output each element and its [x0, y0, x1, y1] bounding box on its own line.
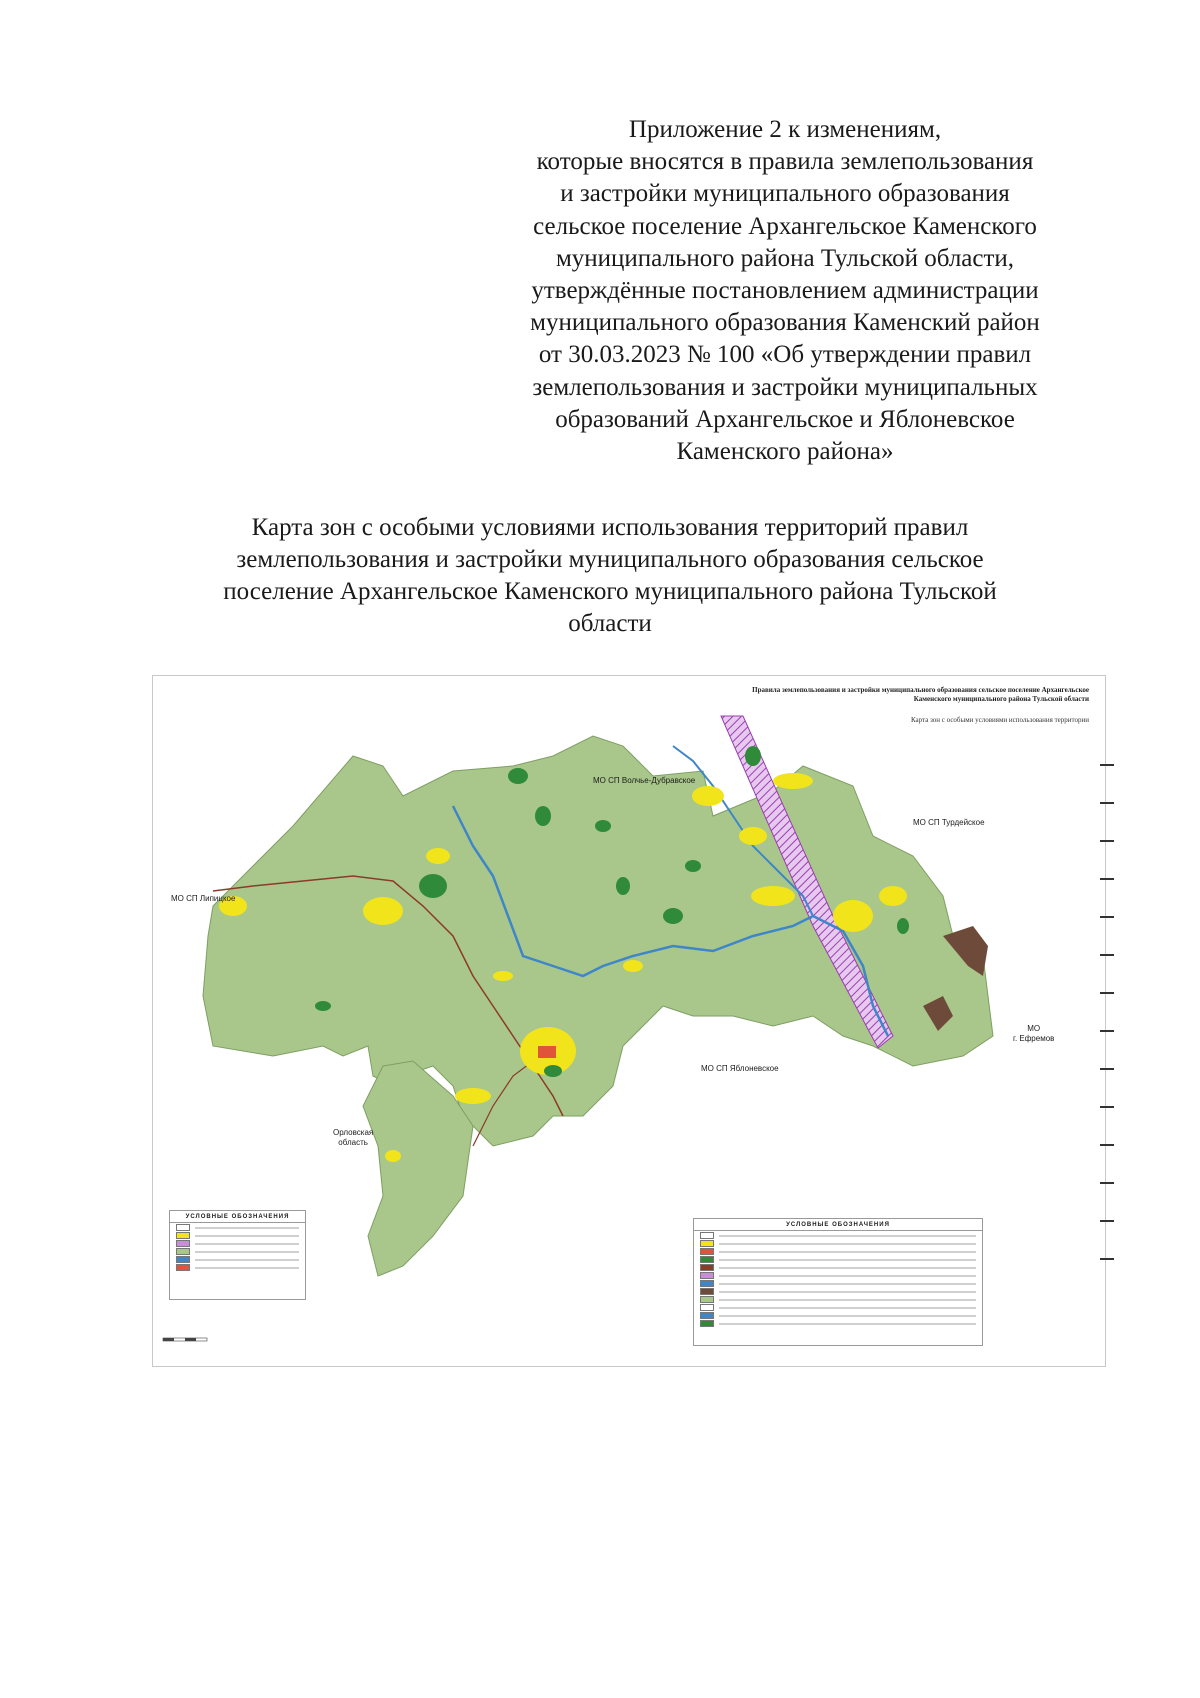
- margin-tick: [1100, 1182, 1114, 1184]
- margin-tick: [1100, 840, 1114, 842]
- forest: [544, 1065, 562, 1077]
- header-line: Каменского района»: [676, 438, 894, 466]
- legend-row: [700, 1288, 976, 1295]
- forest: [745, 746, 761, 766]
- forest: [535, 806, 551, 826]
- margin-tick: [1100, 1144, 1114, 1146]
- label-orlovskaya-line: область: [338, 1138, 368, 1147]
- margin-tick: [1100, 1220, 1114, 1222]
- settlement: [385, 1150, 401, 1162]
- legend-row: [176, 1224, 299, 1231]
- label-efremov-line: г. Ефремов: [1013, 1034, 1055, 1043]
- label-efremov-line: МО: [1027, 1024, 1041, 1033]
- scale-bar: [161, 1330, 211, 1350]
- legend-row: [700, 1304, 976, 1311]
- margin-tick: [1100, 992, 1114, 994]
- zone-map: [152, 675, 1106, 1367]
- settlement: [426, 848, 450, 864]
- margin-tick: [1100, 878, 1114, 880]
- settlement: [739, 827, 767, 845]
- margin-tick: [1100, 802, 1114, 804]
- label-turdeyskoe: МО СП Турдейское: [913, 818, 985, 827]
- header-line: муниципального образования Каменский район: [530, 309, 1040, 337]
- legend-left: [169, 1210, 306, 1300]
- settlement: [623, 960, 643, 972]
- header-line: утверждённые постановлением администрации: [531, 277, 1039, 305]
- forest: [508, 768, 528, 784]
- label-orlovskaya: [333, 1128, 373, 1148]
- legend-row: [176, 1240, 299, 1247]
- label-yablonevskoe: МО СП Яблоневское: [701, 1064, 779, 1073]
- legend-row: [700, 1264, 976, 1271]
- legend-row: [176, 1248, 299, 1255]
- legend-left-heading: УСЛОВНЫЕ ОБОЗНАЧЕНИЯ: [170, 1211, 305, 1223]
- label-orlovskaya-line: Орловская: [333, 1128, 374, 1137]
- settlement: [455, 1088, 491, 1104]
- margin-tick: [1100, 764, 1114, 766]
- settlement: [879, 886, 907, 906]
- margin-tick: [1100, 1258, 1114, 1260]
- title-line: поселение Архангельское Каменского муниципального района Тульской: [223, 578, 997, 605]
- forest: [595, 820, 611, 832]
- legend-row: [700, 1320, 976, 1327]
- margin-tick: [1100, 954, 1114, 956]
- header-line: образований Архангельское и Яблоневское: [555, 405, 1015, 433]
- margin-tick: [1100, 1030, 1114, 1032]
- header-line: Приложение 2 к изменениям,: [628, 116, 942, 143]
- legend-row: [700, 1312, 976, 1319]
- header-line: сельское поселение Архангельское Каменского: [533, 212, 1037, 240]
- header-line: и застройки муниципального образования: [560, 180, 1010, 208]
- label-efremov: [1013, 1024, 1054, 1044]
- margin-tick: [1100, 916, 1114, 918]
- territory-area: [203, 736, 993, 1146]
- settlement: [833, 900, 873, 932]
- title-line: Карта зон с особыми условиями использования территорий правил: [251, 514, 969, 541]
- settlement: [692, 786, 724, 806]
- legend-right-heading: УСЛОВНЫЕ ОБОЗНАЧЕНИЯ: [694, 1219, 982, 1231]
- forest: [897, 918, 909, 934]
- forest: [663, 908, 683, 924]
- settlement: [493, 971, 513, 981]
- label-lipitskoe: МО СП Липицкое: [171, 894, 236, 903]
- forest: [315, 1001, 331, 1011]
- map-title-line: Правила землепользования и застройки муниципального образования сельское поселение Архангельское: [752, 686, 1089, 694]
- forest: [685, 860, 701, 872]
- title-line: области: [568, 610, 652, 637]
- header-line: землепользования и застройки муниципальных: [532, 373, 1038, 401]
- legend-row: [176, 1232, 299, 1239]
- map-subtitle: Карта зон с особыми условиями использования территории: [910, 716, 1089, 724]
- legend-right: [693, 1218, 983, 1346]
- header-line: от 30.03.2023 № 100 «Об утверждении правил: [538, 341, 1032, 369]
- label-volchye: МО СП Волчье-Дубравское: [593, 776, 696, 785]
- settlement-core: [538, 1046, 556, 1058]
- map-title-line: Каменского муниципального района Тульской области: [913, 695, 1089, 703]
- title-line: землепользования и застройки муниципального образования сельское: [236, 546, 984, 573]
- legend-row: [700, 1240, 976, 1247]
- legend-row: [700, 1232, 976, 1239]
- forest: [419, 874, 447, 898]
- settlement: [773, 773, 813, 789]
- map-title: [669, 686, 1089, 704]
- legend-row: [700, 1256, 976, 1263]
- document-title: [140, 512, 1080, 640]
- margin-tick: [1100, 1068, 1114, 1070]
- appendix-header: [480, 114, 1090, 468]
- header-line: муниципального района Тульской области,: [555, 244, 1015, 272]
- legend-row: [700, 1272, 976, 1279]
- header-line: которые вносятся в правила землепользования: [536, 148, 1034, 176]
- legend-row: [700, 1248, 976, 1255]
- legend-row: [176, 1264, 299, 1271]
- legend-row: [700, 1296, 976, 1303]
- margin-tick: [1100, 1106, 1114, 1108]
- legend-row: [700, 1280, 976, 1287]
- settlement: [751, 886, 795, 906]
- settlement: [363, 897, 403, 925]
- forest: [616, 877, 630, 895]
- legend-row: [176, 1256, 299, 1263]
